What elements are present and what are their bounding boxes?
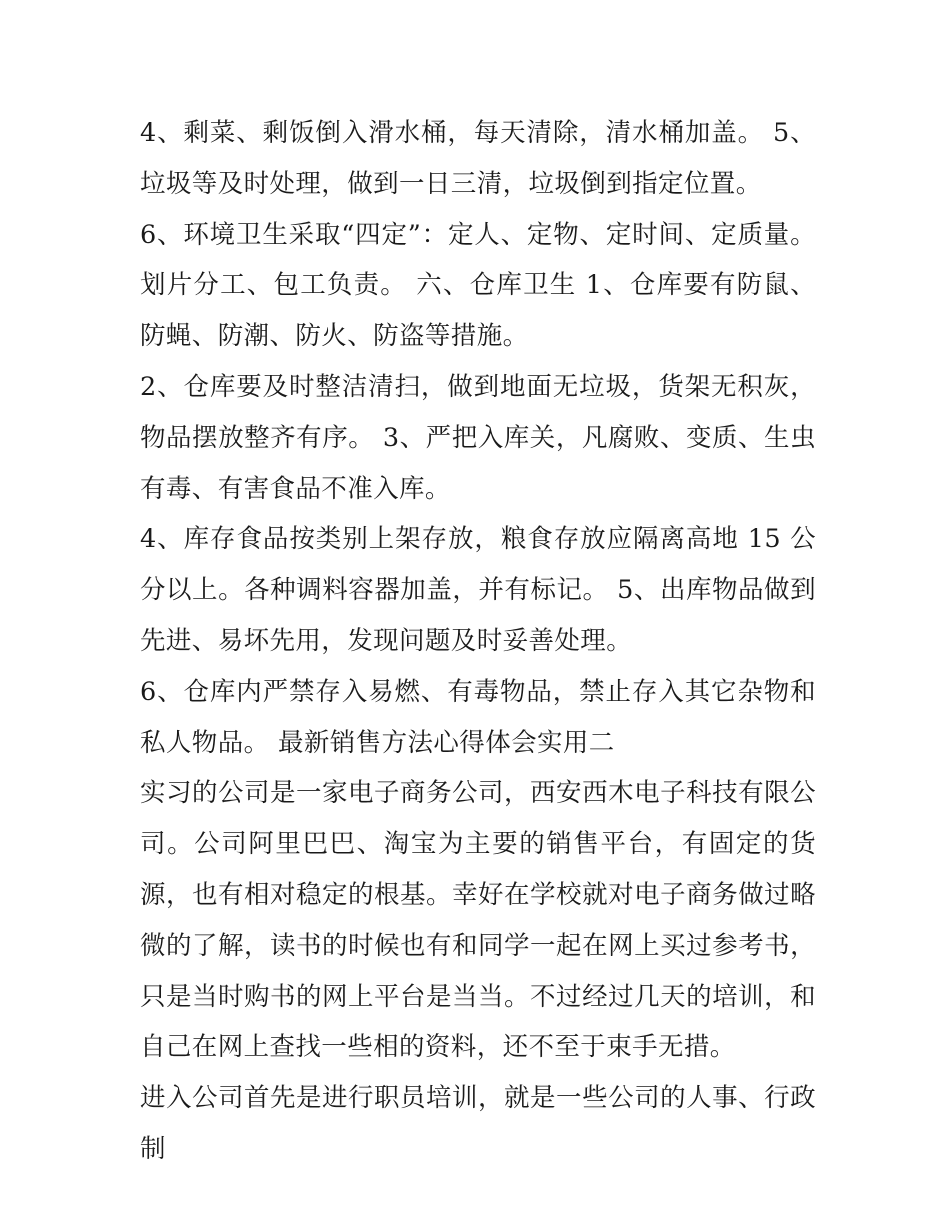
paragraph: 6、环境卫生采取“四定”：定人、定物、定时间、定质量。划片分工、包工负责。 六、仓库卫生 1、仓库要有防鼠、防蝇、防潮、防火、防盗等措施。: [140, 219, 816, 352]
paragraph: 6、仓库内严禁存入易燃、有毒物品，禁止存入其它杂物和私人物品。 最新销售方法心得体会实用二: [140, 676, 816, 758]
document-body: [140, 108, 816, 1175]
paragraph: 进入公司首先是进行职员培训，就是一些公司的人事、行政制: [140, 1083, 816, 1164]
paragraph: 4、库存食品按类别上架存放，粮食存放应隔离高地 15 公分以上。各种调料容器加盖，并有标记。 5、出库物品做到先进、易坏先用，发现问题及时妥善处理。: [140, 524, 816, 656]
paragraph: 2、仓库要及时整洁清扫，做到地面无垃圾，货架无积灰，物品摆放整齐有序。 3、严把入库关，凡腐败、变质、生虫有毒、有害食品不准入库。: [140, 371, 816, 504]
paragraph: 实习的公司是一家电子商务公司，西安西木电子科技有限公司。公司阿里巴巴、淘宝为主要的销售平台，有固定的货源，也有相对稳定的根基。幸好在学校就对电子商务做过略微的了解，读书的时候也有和同学一起在网上买过参考书，只是当时购书的网上平台是当当。不过经过几天的培训，和自己在网上查找一些相的资料，还不至于束手无措。: [140, 778, 816, 1063]
paragraph: 4、剩菜、剩饭倒入滑水桶，每天清除，清水桶加盖。 5、垃圾等及时处理，做到一日三清，垃圾倒到指定位置。: [140, 118, 816, 199]
